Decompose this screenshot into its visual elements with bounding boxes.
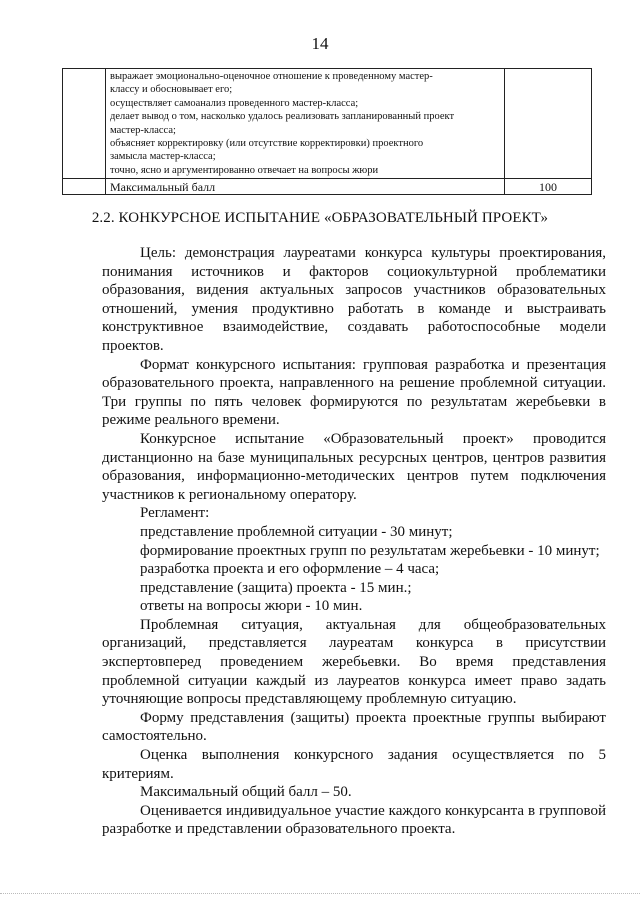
- conduct-paragraph: Конкурсное испытание «Образовательный проект» проводится дистанционно на базе муниципальных ресурсных центров, центров развития образования, информационно-методических центров путем подключения участников к региональному оператору.: [102, 430, 606, 503]
- criteria-line: точно, ясно и аргументированно отвечает на вопросы жюри: [110, 164, 379, 176]
- criteria-table: [62, 68, 592, 195]
- max-score-value: 100: [505, 179, 592, 195]
- scan-edge-dots: [0, 893, 640, 895]
- regulation-item: ответы на вопросы жюри - 10 мин.: [140, 598, 363, 615]
- table-cell-empty: [63, 69, 106, 179]
- table-cell-empty: [63, 179, 106, 195]
- criteria-line: замысла мастер-класса;: [110, 151, 216, 163]
- regulation-item: формирование проектных групп по результатам жеребьевки - 10 минут;: [140, 542, 600, 559]
- table-cell-empty: [505, 69, 592, 179]
- problem-paragraph: Проблемная ситуация, актуальная для общеобразовательных организаций, представляется лауреатам конкурса в присутствии экспертовперед проведением жеребьевки. Во время представления проблемной ситуации каждый из лауреатов конкурса имеет право задать уточняющие вопросы представляющему проблемную ситуацию.: [102, 616, 606, 708]
- defense-form-paragraph: Форму представления (защиты) проекта проектные группы выбирают самостоятельно.: [102, 709, 606, 745]
- regulation-item: представление проблемной ситуации - 30 минут;: [140, 523, 453, 540]
- evaluation-paragraph: Оценка выполнения конкурсного задания осуществляется по 5 критериям.: [102, 747, 606, 782]
- individual-paragraph: Оценивается индивидуальное участие каждого конкурсанта в групповой разработке и представлении образовательного проекта.: [102, 802, 606, 838]
- max-total-paragraph: Максимальный общий балл – 50.: [140, 784, 352, 801]
- goal-paragraph: Цель: демонстрация лауреатами конкурса культуры проектирования, понимания источников и факторов социокультурной проблематики образования, видения актуальных запросов участников образовательных отношений, умения продуктивно работать в команде и выстраивать конструктивное взаимодействие, создавать работоспособные модели проектов.: [102, 245, 606, 354]
- max-score-row: [63, 179, 592, 195]
- criteria-cell: [106, 69, 505, 179]
- regulation-item: разработка проекта и его оформление – 4 часа;: [140, 561, 440, 578]
- section-title: 2.2. КОНКУРСНОЕ ИСПЫТАНИЕ «ОБРАЗОВАТЕЛЬНЫЙ ПРОЕКТ»: [91, 210, 549, 226]
- criteria-line: осуществляет самоанализ проведенного мастер-класса;: [110, 97, 359, 109]
- page-number: 14: [311, 34, 329, 53]
- format-paragraph: Формат конкурсного испытания: групповая разработка и презентация образовательного проекта, направленного на решение проблемной ситуации. Три группы по пять человек формируются по результатам жеребьевки в режиме реального времени.: [102, 356, 606, 429]
- criteria-line: делает вывод о том, насколько удалось реализовать запланированный проект: [110, 111, 455, 123]
- regulation-item: представление (защита) проекта - 15 мин.;: [140, 579, 412, 596]
- section-body: [102, 244, 606, 839]
- regulations-label: Регламент:: [140, 505, 210, 522]
- criteria-line: выражает эмоционально-оценочное отношение к проведенному мастер-: [110, 71, 433, 82]
- max-score-label: Максимальный балл: [106, 179, 505, 195]
- criteria-line: мастер-класса;: [110, 124, 176, 136]
- criteria-line: объясняет корректировку (или отсутствие корректировки) проектного: [110, 138, 424, 150]
- criteria-line: классу и обосновывает его;: [110, 84, 233, 96]
- criteria-row: [63, 69, 592, 179]
